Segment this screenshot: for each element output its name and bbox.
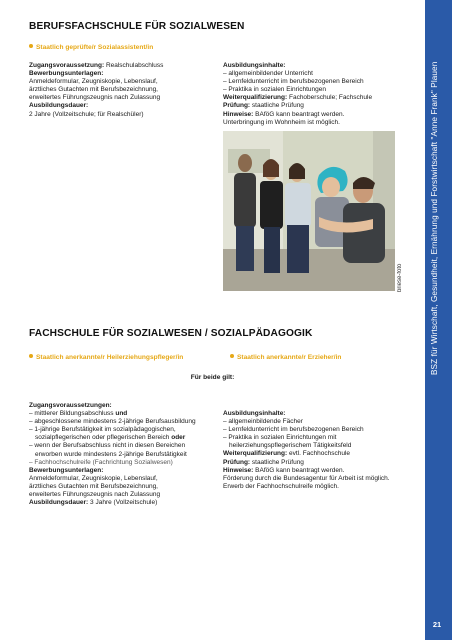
access-item-text: erworben wurde mindestens 2-jährige Berufstätigkeit (35, 450, 187, 458)
access-item (29, 459, 219, 467)
hint-row (223, 111, 418, 119)
access-value: Realschulabschluss (105, 62, 164, 69)
access-item (29, 442, 219, 450)
access-item (29, 426, 219, 434)
section2-left-column (29, 402, 219, 507)
section1-left-column (29, 62, 214, 119)
further-label: Weiterqualifizierung: (223, 450, 288, 458)
content-item: – Lernfeldunterricht im berufsbezogenen Bereich (223, 426, 364, 434)
hint-extra: Unterbringung im Wohnheim ist möglich. (223, 118, 340, 126)
hint-label: Hinweise: (223, 466, 254, 474)
sidebar-school-name: BSZ für Wirtschaft, Gesundheit, Ernährung und Forstwirtschaft "Anne Frank" Plauen (430, 61, 439, 375)
content-item: – Praktika in sozialen Einrichtungen mit (223, 434, 337, 442)
access-item (29, 434, 219, 442)
access-item-conjunction: und (115, 410, 128, 418)
exam-label: Prüfung: (223, 102, 251, 110)
content-label: Ausbildungsinhalte: (223, 62, 286, 69)
photo-credit: briese-foto (397, 263, 403, 292)
content-item: heilerziehungspflegerischem Tätigkeitsfeld (229, 442, 352, 450)
access-item (29, 451, 219, 459)
bullet-icon (230, 354, 234, 358)
hint-extra: Erwerb der Fachhochschulreife möglich. (223, 482, 339, 490)
docs-line: erweitertes Führungszeugnis nach Zulassung (29, 491, 161, 499)
hint-value: BAföG kann beantragt werden. (255, 110, 345, 118)
students-photo (223, 131, 395, 291)
access-label: Zugangsvoraussetzungen: (29, 402, 112, 409)
exam-value: staatliche Prüfung (251, 458, 304, 466)
exam-row (223, 102, 418, 110)
duration-label: Ausbildungsdauer: (29, 499, 89, 507)
duration-value: 2 Jahre (Vollzeitschule; für Realschüler) (29, 110, 144, 118)
docs-line: erweitertes Führungszeugnis nach Zulassung (29, 94, 161, 102)
access-item-text: – Fachhochschulreife (Fachrichtung Sozialwesen) (29, 458, 173, 466)
access-item (29, 410, 219, 418)
page-number: 21 (432, 620, 442, 629)
docs-line: Anmeldeformular, Zeugniskopie, Lebenslauf, (29, 78, 158, 86)
access-label: Zugangsvoraussetzung: (29, 62, 105, 69)
section1-subtitle (29, 44, 153, 51)
content-label: Ausbildungsinhalte: (223, 410, 286, 417)
both-apply-label: Für beide gilt: (190, 374, 235, 381)
docs-label: Bewerbungsunterlagen: (29, 466, 104, 474)
section2-subtitle-right-text: Staatlich anerkannte/r Erzieher/in (237, 354, 342, 361)
further-row (223, 450, 421, 458)
section1-title: BERUFSFACHSCHULE FÜR SOZIALWESEN (29, 21, 245, 32)
docs-label: Bewerbungsunterlagen: (29, 70, 104, 78)
access-item-conjunction: oder (171, 434, 186, 442)
students-photo-illustration (223, 131, 395, 291)
docs-line: ärztliches Gutachten mit Berufsbezeichnung, (29, 86, 158, 94)
section2-subtitle-left-text: Staatlich anerkannte/r Heilerziehungspfleger/in (36, 354, 184, 361)
duration-value: 3 Jahre (Vollzeitschule) (90, 499, 158, 507)
content-item: – allgemeinbildender Unterricht (223, 70, 313, 78)
hint-value: BAföG kann beantragt werden. (255, 466, 345, 474)
section1-subtitle-text: Staatlich geprüfte/r Sozialassistent/in (36, 44, 154, 51)
docs-line: ärztliches Gutachten mit Berufsbezeichnung, (29, 482, 158, 490)
section2-right-column (223, 410, 421, 491)
access-item-text: – wenn der Berufsabschluss nicht in diesen Bereichen (29, 442, 186, 450)
content-item: – Praktika in sozialen Einrichtungen (223, 86, 326, 94)
hint-row (223, 467, 421, 475)
access-item (29, 418, 219, 426)
content-item: – allgemeinbildende Fächer (223, 418, 303, 426)
access-item-text: – mittlerer Bildungsabschluss (29, 410, 116, 418)
section1-right-column (223, 62, 418, 127)
access-item-text: sozialpflegerischen oder pflegerischen Bereich (35, 434, 172, 442)
hint-extra: Förderung durch die Bundesagentur für Arbeit ist möglich. (223, 474, 390, 482)
further-row (223, 94, 418, 102)
duration-row (29, 499, 219, 507)
bullet-icon (29, 354, 33, 358)
exam-value: staatliche Prüfung (251, 102, 304, 110)
further-label: Weiterqualifizierung: (223, 94, 288, 102)
section2-subtitle-right (230, 354, 341, 361)
docs-line: Anmeldeformular, Zeugniskopie, Lebenslauf, (29, 474, 158, 482)
further-value: Fachoberschule; Fachschule (288, 94, 373, 102)
section2-title: FACHSCHULE FÜR SOZIALWESEN / SOZIALPÄDAGOGIK (29, 328, 313, 339)
access-item-text: – 1-jährige Berufstätigkeit im sozialpädagogischen, (29, 426, 176, 434)
duration-label: Ausbildungsdauer: (29, 102, 89, 110)
access-item-text: – abgeschlossene mindestens 2-jährige Berufsausbildung (29, 418, 196, 426)
bullet-icon (29, 44, 33, 48)
hint-label: Hinweise: (223, 110, 254, 118)
exam-row (223, 459, 421, 467)
further-value: evtl. Fachhochschule (288, 450, 351, 458)
exam-label: Prüfung: (223, 458, 251, 466)
section2-subtitle-left (29, 354, 183, 361)
access-row (29, 62, 214, 70)
content-item: – Lernfeldunterricht im berufsbezogenen Bereich (223, 78, 364, 86)
